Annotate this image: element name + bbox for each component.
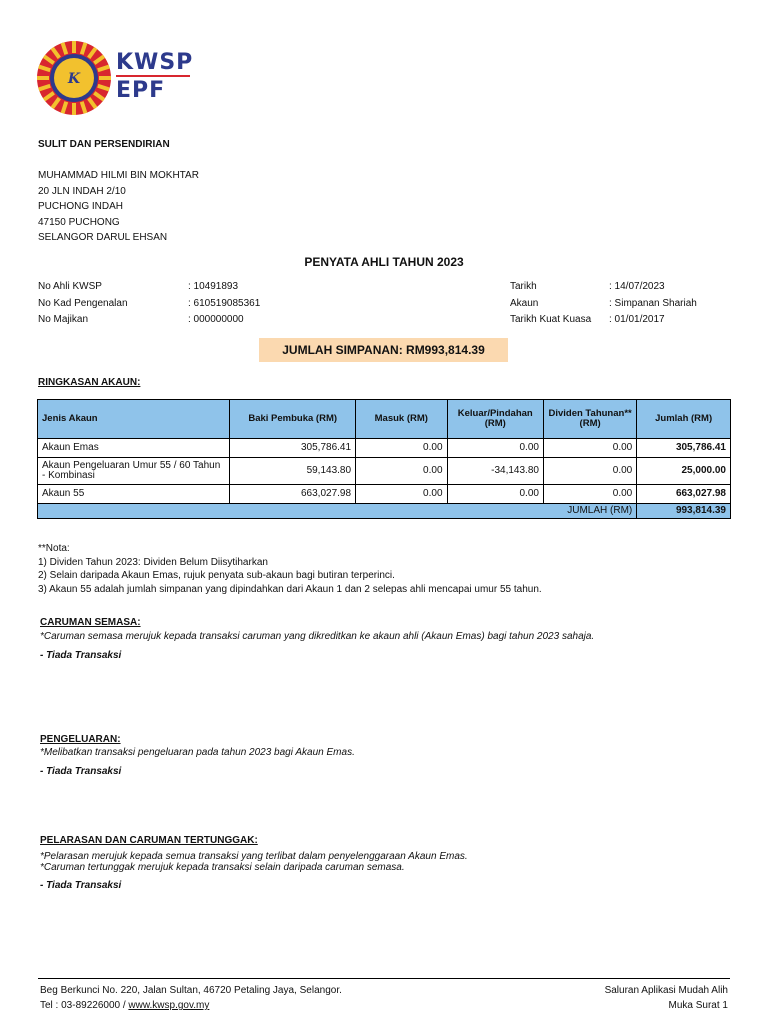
info-right-labels: [510, 279, 591, 329]
address-line: SELANGOR DARUL EHSAN: [38, 232, 168, 243]
note-line: 2) Selain daripada Akaun Emas, rujuk penyata sub-akaun bagi butiran terperinci.: [38, 570, 395, 581]
address-line: 47150 PUCHONG: [38, 216, 120, 228]
account-type: Akaun Pengeluaran Umur 55 / 60 Tahun - Kombinasi: [38, 458, 230, 485]
note-line: 1) Dividen Tahun 2023: Dividen Belum Diisytiharkan: [38, 556, 268, 568]
debit: 0.00: [447, 485, 543, 504]
section-status: - Tiada Transaksi: [40, 766, 122, 777]
logo-line2: EPF: [116, 78, 166, 103]
info-value: : 610519085361: [188, 297, 261, 309]
footer-address: Beg Berkunci No. 220, Jalan Sultan, 46720 Petaling Jaya, Selangor.: [40, 985, 342, 996]
col-header: Dividen Tahunan** (RM): [543, 400, 636, 439]
info-value: : Simpanan Shariah: [609, 297, 697, 309]
info-left-labels: [38, 279, 178, 329]
debit: 0.00: [447, 439, 543, 458]
section-adjustments: [40, 835, 468, 891]
statement-title: PENYATA AHLI TAHUN 2023: [304, 255, 464, 269]
info-value: : 10491893: [188, 281, 239, 292]
dividend: 0.00: [543, 458, 636, 485]
section-withdrawal: [40, 734, 355, 777]
col-header: Keluar/Pindahan (RM): [447, 400, 543, 439]
info-label: No Ahli KWSP: [38, 281, 102, 292]
row-total: 663,027.98: [637, 485, 731, 504]
col-header: Jenis Akaun: [38, 400, 230, 439]
confidential-label: SULIT DAN PERSENDIRIAN: [38, 139, 170, 150]
summary-heading: RINGKASAN AKAUN:: [38, 377, 141, 388]
total-label: JUMLAH (RM): [38, 504, 637, 519]
table-row: [38, 458, 731, 485]
account-summary-table: [37, 399, 731, 519]
logo-wordmark: [116, 50, 193, 104]
logo-line1: KWSP: [116, 50, 194, 75]
logo-divider: [116, 75, 190, 77]
table-total-row: [38, 504, 731, 519]
footer-page-number: Muka Surat 1: [668, 1000, 728, 1011]
footer-channel: Saluran Aplikasi Mudah Alih: [604, 985, 728, 996]
info-label: No Kad Pengenalan: [38, 297, 128, 309]
address-line: 20 JLN INDAH 2/10: [38, 185, 126, 197]
notes: [38, 542, 542, 596]
row-total: 25,000.00: [637, 458, 731, 485]
note-line: **Nota:: [38, 543, 70, 554]
info-value: : 14/07/2023: [609, 281, 665, 292]
section-status: - Tiada Transaksi: [40, 650, 122, 661]
row-total: 305,786.41: [637, 439, 731, 458]
kwsp-seal-icon: [36, 38, 112, 118]
dividend: 0.00: [543, 485, 636, 504]
section-heading: CARUMAN SEMASA:: [40, 617, 141, 628]
kwsp-logo: [36, 38, 196, 118]
section-desc: *Caruman tertunggak merujuk kepada transaksi selain daripada caruman semasa.: [40, 862, 405, 873]
info-label: No Majikan: [38, 314, 89, 325]
table-row: [38, 439, 731, 458]
total-savings-text: JUMLAH SIMPANAN: RM993,814.39: [282, 343, 485, 357]
section-desc: *Caruman semasa merujuk kepada transaksi caruman yang dikreditkan ke akaun ahli (Akaun Emas) bagi tahun 2023 sahaja.: [40, 631, 595, 642]
footer-right: [605, 983, 728, 1013]
footer-left: [40, 983, 342, 1013]
address-line: MUHAMMAD HILMI BIN MOKHTAR: [38, 170, 199, 181]
credit: 0.00: [356, 485, 447, 504]
col-header: Masuk (RM): [356, 400, 447, 439]
footer-contact: [40, 998, 342, 1013]
info-value: : 01/01/2017: [609, 314, 665, 325]
info-label: Tarikh: [510, 281, 537, 292]
col-header: Baki Pembuka (RM): [230, 400, 356, 439]
opening-balance: 305,786.41: [230, 439, 356, 458]
credit: 0.00: [356, 458, 447, 485]
credit: 0.00: [356, 439, 447, 458]
col-header: Jumlah (RM): [637, 400, 731, 439]
info-label: Tarikh Kuat Kuasa: [510, 314, 592, 325]
dividend: 0.00: [543, 439, 636, 458]
opening-balance: 663,027.98: [230, 485, 356, 504]
section-heading: PENGELUARAN:: [40, 734, 121, 745]
section-heading: PELARASAN DAN CARUMAN TERTUNGGAK:: [40, 835, 258, 846]
opening-balance: 59,143.80: [230, 458, 356, 485]
svg-text:K: K: [67, 71, 81, 87]
grand-total: 993,814.39: [637, 504, 731, 519]
debit: -34,143.80: [447, 458, 543, 485]
account-type: Akaun 55: [38, 485, 230, 504]
address-line: PUCHONG INDAH: [38, 201, 124, 212]
member-address: [38, 168, 199, 246]
note-line: 3) Akaun 55 adalah jumlah simpanan yang dipindahkan dari Akaun 1 dan 2 selepas ahli mencapai umur 55 tahun.: [38, 583, 542, 595]
info-label: Akaun: [510, 297, 539, 309]
footer-website-link[interactable]: www.kwsp.gov.my: [128, 1000, 210, 1011]
section-desc: *Pelarasan merujuk kepada semua transaksi yang terlibat dalam penyelenggaraan Akaun Emas.: [40, 851, 468, 862]
section-status: - Tiada Transaksi: [40, 880, 122, 891]
info-value: : 000000000: [188, 314, 244, 325]
table-row: [38, 485, 731, 504]
total-savings-box: [259, 338, 508, 362]
info-left-values: [188, 279, 260, 329]
account-type: Akaun Emas: [38, 439, 230, 458]
footer-divider: [38, 978, 730, 979]
section-current-contribution: [40, 617, 594, 661]
section-desc: *Melibatkan transaksi pengeluaran pada tahun 2023 bagi Akaun Emas.: [40, 747, 355, 758]
footer-tel: Tel : 03-89226000 /: [40, 1000, 129, 1011]
table-header-row: [38, 400, 731, 439]
info-right-values: [609, 279, 697, 329]
